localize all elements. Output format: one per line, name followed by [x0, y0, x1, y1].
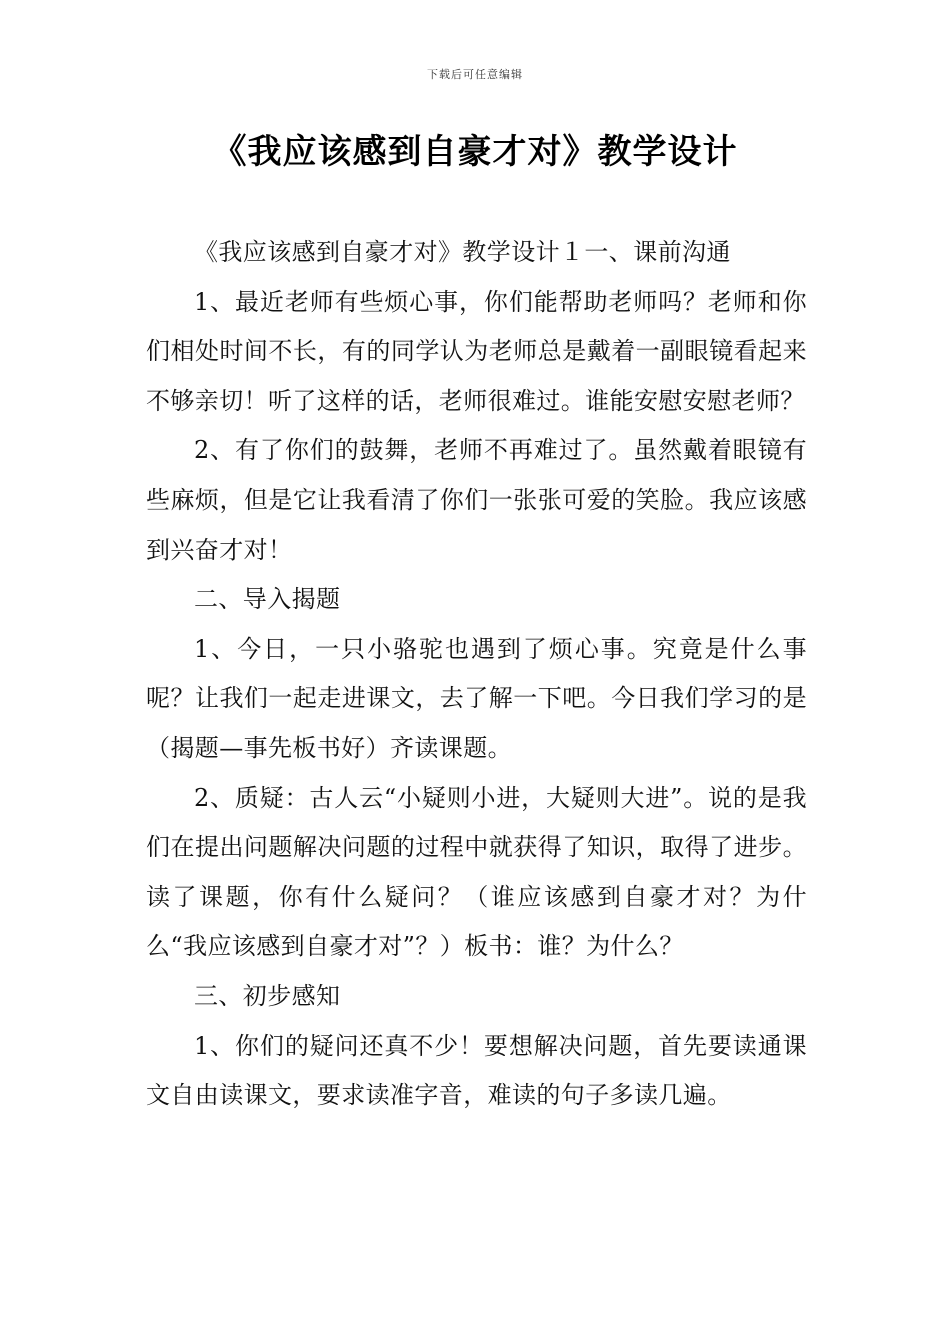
paragraph: 1、今日，一只小骆驼也遇到了烦心事。究竟是什么事呢？让我们一起走进课文，去了解一下吧。今日我们学习的是（揭题—事先板书好）齐读课题。 [146, 634, 807, 762]
section-heading: 三、初步感知 [194, 981, 341, 1010]
document-title: 《我应该感到自豪才对》教学设计 [212, 132, 738, 172]
paragraph: 2、有了你们的鼓舞，老师不再难过了。虽然戴着眼镜有些麻烦，但是它让我看清了你们一张张可爱的笑脸。我应该感到兴奋才对！ [146, 436, 807, 564]
section-heading: 二、导入揭题 [194, 585, 341, 614]
paragraph: 1、最近老师有些烦心事，你们能帮助老师吗？老师和你们相处时间不长，有的同学认为老师总是戴着一副眼镜看起来不够亲切！听了这样的话，老师很难过。谁能安慰安慰老师？ [146, 287, 807, 415]
document-body [146, 228, 807, 1121]
header-note: 下载后可任意编辑 [427, 68, 523, 81]
paragraph: 1、你们的疑问还真不少！要想解决问题，首先要读通课文自由读课文，要求读准字音，难读的句子多读几遍。 [146, 1031, 807, 1110]
paragraph-intro: 《我应该感到自豪才对》教学设计１一、课前沟通 [194, 238, 731, 266]
paragraph: 2、质疑：古人云“小疑则小进，大疑则大进”。说的是我们在提出问题解决问题的过程中就获得了知识，取得了进步。读了课题，你有什么疑问？（谁应该感到自豪才对？为什么“我应该感到自豪才对”？）板书：谁？为什么？ [146, 783, 807, 961]
